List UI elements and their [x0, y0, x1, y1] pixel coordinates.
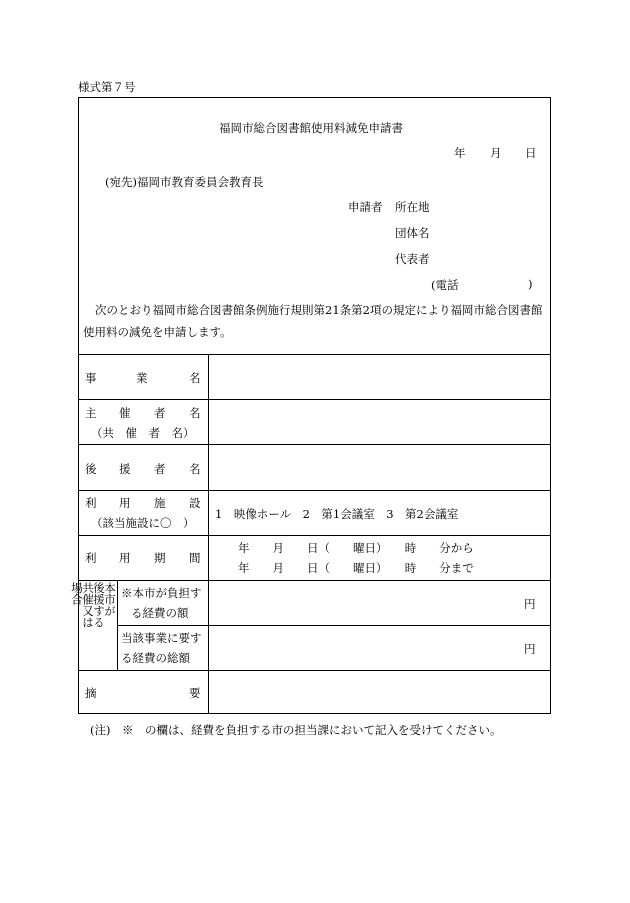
representative-label: 代表者 — [395, 252, 430, 266]
date-year: 年 — [454, 146, 466, 160]
facility-label-char: 利 — [85, 496, 97, 510]
cost-side-label: 場合 — [70, 582, 84, 605]
organization-label: 団体名 — [395, 226, 430, 240]
date-day: 日 — [525, 146, 537, 160]
addressee: (宛先)福岡市教育委員会教育長 — [105, 175, 264, 189]
cost-side-label: 本市が — [103, 582, 117, 617]
total-cost-label: 当該事業に要す — [121, 631, 202, 645]
yen-unit: 円 — [524, 597, 536, 611]
date-month: 月 — [490, 146, 502, 160]
supporter-label-char: 後 — [85, 462, 97, 476]
facility-label-char: 用 — [119, 496, 131, 510]
organizer-label-char: 主 — [85, 406, 97, 420]
supporter-label-char: 者 — [154, 462, 166, 476]
footnote: (注) ※ の欄は、経費を負担する市の担当課において記入を受けてください。 — [90, 723, 502, 737]
period-label-char: 用 — [119, 551, 131, 565]
row-divider — [79, 354, 550, 355]
column-divider — [117, 580, 118, 670]
column-divider — [208, 354, 209, 713]
organizer-label-char: 者 — [154, 406, 166, 420]
supporter-label-char: 援 — [119, 462, 131, 476]
period-label-char: 間 — [189, 551, 201, 565]
event-name-label-char: 事 — [85, 371, 97, 385]
application-form — [70, 97, 551, 714]
organizer-label-char: 名 — [189, 406, 201, 420]
row-divider — [79, 535, 550, 536]
facility-hint: （該当施設に〇 ） — [91, 516, 195, 530]
form-title: 福岡市総合図書館使用料減免申請書 — [219, 121, 403, 135]
period-label-char: 期 — [154, 551, 166, 565]
row-divider — [79, 580, 550, 581]
remarks-label-char: 摘 — [85, 686, 97, 700]
body-text-line2: 使用料の減免を申請します。 — [83, 325, 232, 339]
remarks-label-char: 要 — [189, 686, 201, 700]
period-label-char: 利 — [85, 551, 97, 565]
supporter-label-char: 名 — [189, 462, 201, 476]
city-cost-label: る経費の額 — [131, 606, 189, 620]
phone-close: ) — [528, 277, 533, 291]
cost-side-label: 後援する — [92, 582, 106, 628]
applicant-label: 申請者 — [348, 200, 383, 214]
facility-label-char: 設 — [189, 496, 201, 510]
facility-options: 1 映像ホール 2 第1会議室 3 第2会議室 — [215, 507, 459, 521]
organizer-label-char: 催 — [119, 406, 131, 420]
row-divider — [117, 625, 550, 626]
total-cost-label: る経費の総額 — [121, 651, 190, 665]
form-number: 様式第７号 — [78, 80, 136, 94]
row-divider — [79, 444, 550, 445]
city-cost-label: ※本市が負担す — [121, 586, 202, 600]
event-name-label-char: 名 — [189, 371, 201, 385]
phone-open: (電話 — [431, 278, 459, 292]
cost-side-label: 共催又は — [81, 582, 95, 628]
period-from: 年 月 日（ 曜日） 時 分から — [238, 541, 474, 555]
body-text-line1: 次のとおり福岡市総合図書館条例施行規則第21条第2項の規定により福岡市総合図書館 — [95, 303, 543, 317]
facility-label-char: 施 — [154, 496, 166, 510]
row-divider — [79, 670, 550, 671]
event-name-label-char: 業 — [136, 371, 148, 385]
row-divider — [79, 399, 550, 400]
co-organizer-label: （共 催 者 名） — [91, 426, 195, 440]
address-label: 所在地 — [395, 200, 430, 214]
period-to: 年 月 日（ 曜日） 時 分まで — [238, 561, 474, 575]
row-divider — [79, 490, 550, 491]
yen-unit: 円 — [524, 642, 536, 656]
